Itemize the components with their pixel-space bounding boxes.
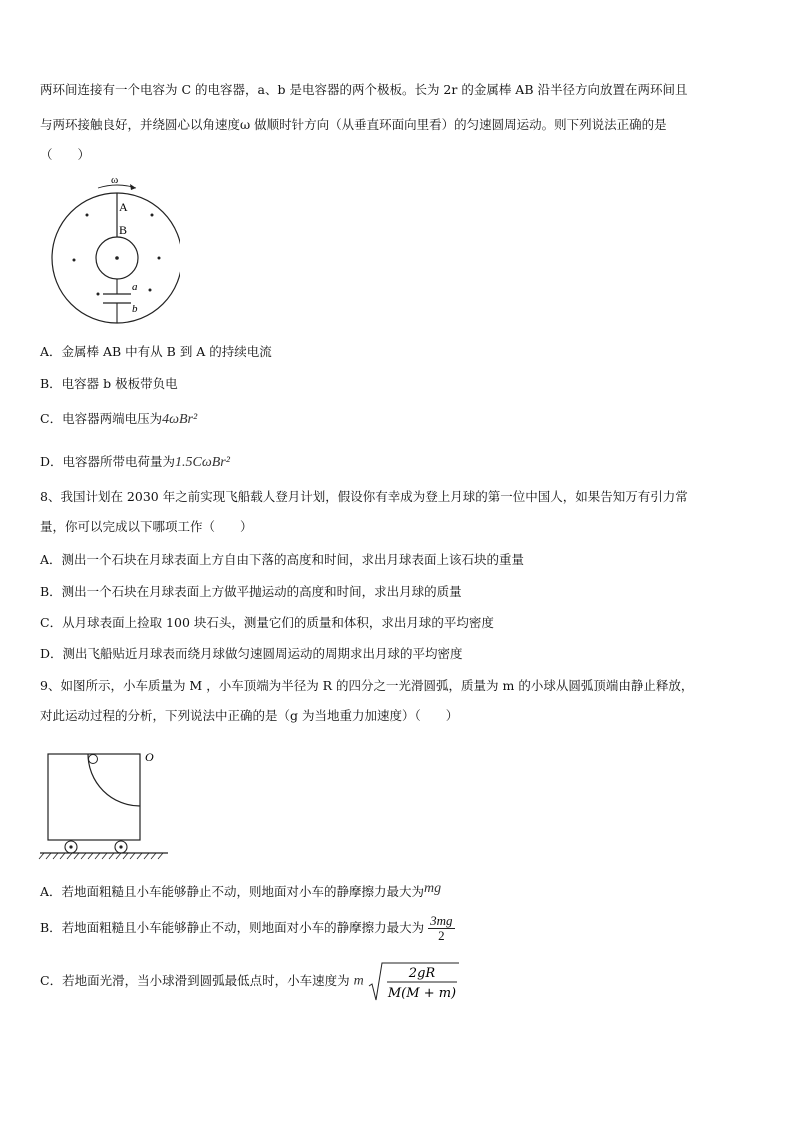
q9-option-c-numerator: 2gR [408,966,435,981]
q9-option-b: B．若地面粗糙且小车能够静止不动，则地面对小车的静摩擦力最大为 $\frac{3mg}{2}$ [40,913,453,943]
q9-option-a-formula: mg [424,881,442,896]
q9-option-c-denominator: M(M + m) [387,986,456,1001]
q9-option-c-sqrt [368,959,460,1005]
q8-stem-line2: 量，你可以完成以下哪项工作（ ） [40,519,253,534]
q7-option-c-formula: 4ωBr² [162,412,198,427]
q7-stem-line2: 与两环接触良好，并绕圆心以角速度ω 做顺时针方向（从垂直环面向里看）的匀速圆周运动。则下列说法正确的是 [40,117,667,132]
q7-option-a: A．金属棒 AB 中有从 B 到 A 的持续电流 [40,344,272,359]
q9-cart-figure [38,748,173,863]
q9-stem-line2: 对此运动过程的分析，下列说法中正确的是（g 为当地重力加速度）（ ） [40,708,459,723]
ring-center [115,256,119,260]
q8-option-d: D．测出飞船贴近月球表而绕月球做匀速圆周运动的周期求出月球的平均密度 [40,646,463,661]
label-B: B [119,223,128,237]
q7-answer-blank: （ ） [40,147,91,162]
q8-stem-line1: 8、我国计划在 2030 年之前实现飞船载人登月计划，假设你有幸成为登上月球的第一位中国人，如果告知万有引力常 [40,489,688,504]
cart-body [48,754,140,840]
label-a: a [132,281,138,293]
q7-stem-line1: 两环间连接有一个电容为 C 的电容器，a、b 是电容器的两个极板。长为 2r 的金属棒 AB 沿半径方向放置在两环间且 [40,82,688,97]
q9-option-b-fraction: $\frac{3mg}{2}$ [430,913,453,943]
q7-option-d: D．电容器所带电荷量为1.5CωBr² [40,454,230,470]
q9-option-a: A．若地面粗糙且小车能够静止不动，则地面对小车的静摩擦力最大为mg [40,881,442,899]
label-b: b [132,303,138,315]
q8-option-b: B．测出一个石块在月球表面上方做平抛运动的高度和时间，求出月球的质量 [40,584,462,599]
label-A: A [119,200,128,214]
q7-option-b: B．电容器 b 极板带负电 [40,376,178,391]
q8-option-c: C．从月球表面上捡取 100 块石头，测量它们的质量和体积，求出月球的平均密度 [40,615,494,630]
arrow-head-icon [130,184,136,190]
small-ball [89,755,98,764]
q9-stem-line1: 9、如图所示，小车质量为 M ，小车顶端为半径为 R 的四分之一光滑圆弧，质量为 m 的小球从圆弧顶端由静止释放， [40,678,694,693]
q7-ring-figure [40,172,180,337]
q7-option-c: C．电容器两端电压为4ωBr² [40,411,198,427]
label-omega: ω [111,174,119,186]
q8-option-a: A．测出一个石块在月球表面上方自由下落的高度和时间，求出月球表面上该石块的重量 [40,552,525,567]
label-O: O [145,750,154,764]
q7-option-d-formula: 1.5CωBr² [175,455,230,470]
ground-hatch [39,853,163,859]
q9-option-c: C．若地面光滑，当小球滑到圆弧最低点时，小车速度为 m 2gR M(M + m) [40,958,460,1005]
